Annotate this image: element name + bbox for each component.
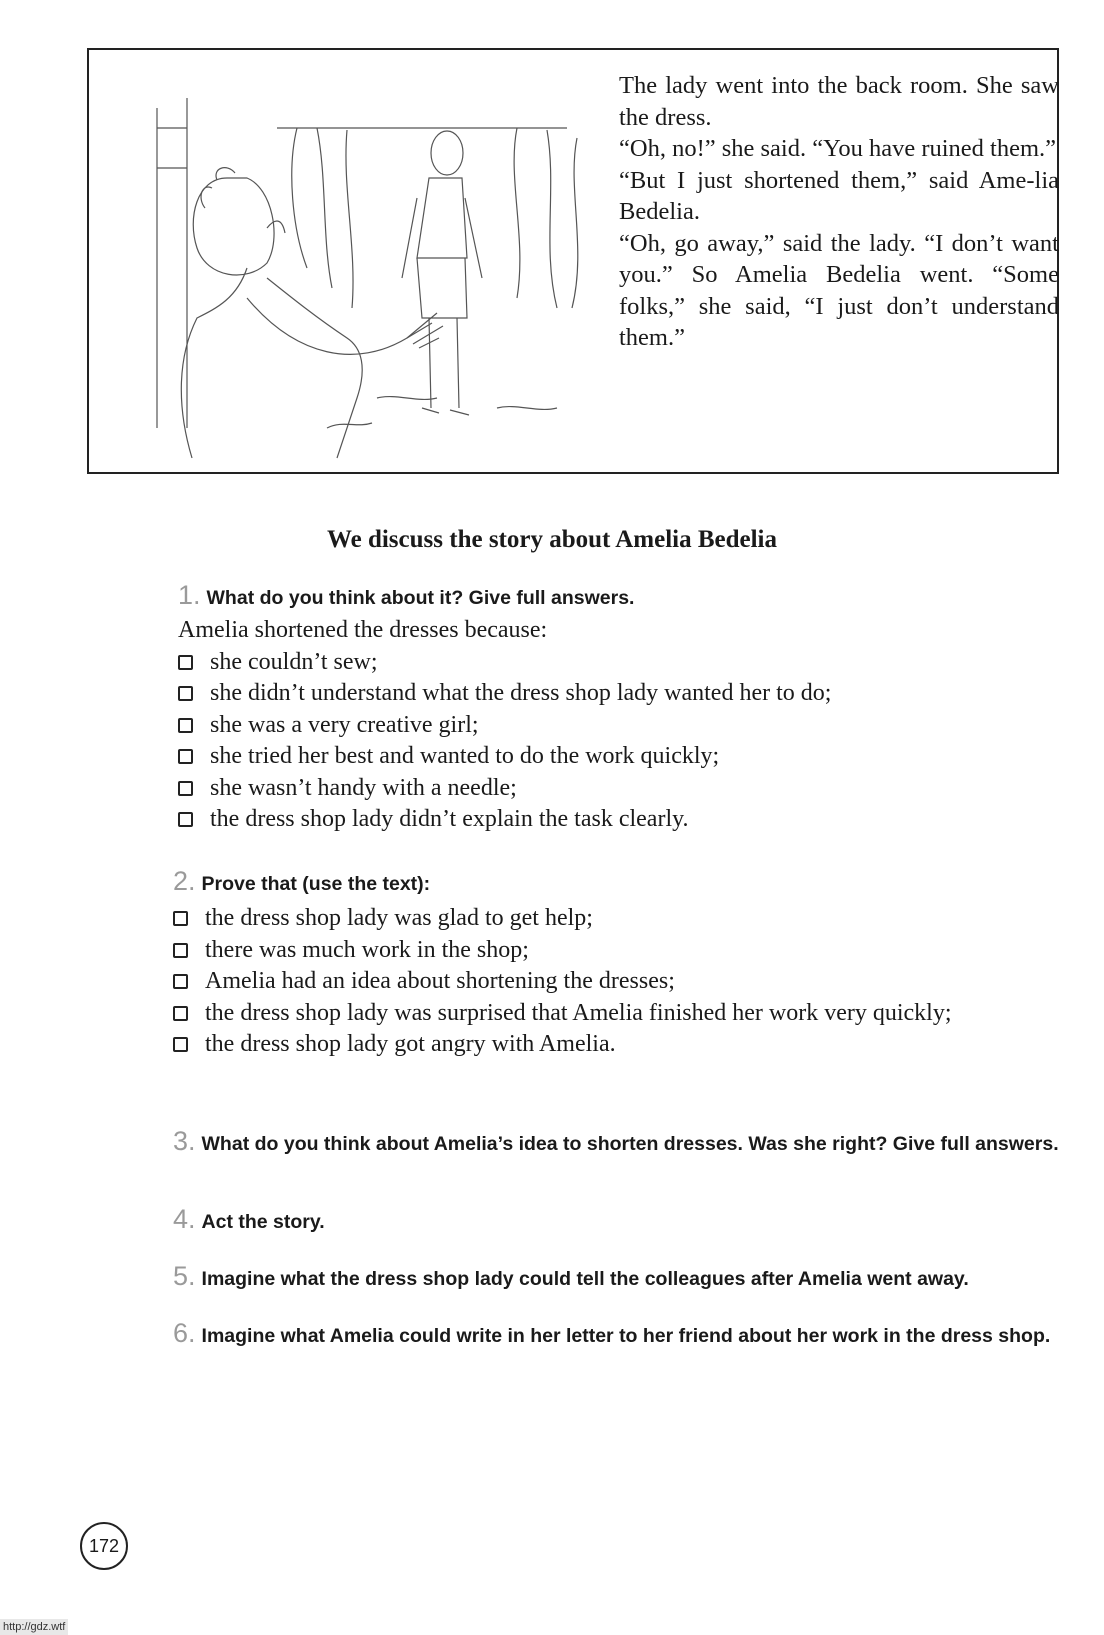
question-number: 5. (173, 1261, 196, 1291)
checkbox-icon[interactable] (178, 718, 193, 733)
question-text: Prove that (use the text): (201, 873, 431, 895)
story-illustration (117, 68, 669, 468)
checkbox-icon[interactable] (178, 749, 193, 764)
checkbox-label: she couldn’t sew; (210, 648, 378, 675)
checkbox-item[interactable] (178, 741, 1088, 773)
question-heading (173, 1320, 1088, 1349)
question-heading (173, 1263, 1093, 1292)
question-number: 2. (173, 866, 196, 896)
question-number: 3. (173, 1126, 196, 1156)
checkbox-label: the dress shop lady got angry with Amelia. (205, 1031, 616, 1057)
checkbox-icon[interactable] (173, 911, 188, 926)
checkbox-list (173, 903, 1083, 1061)
checkbox-item[interactable] (173, 998, 1083, 1030)
checkbox-item[interactable] (173, 1029, 1083, 1061)
question-text: Act the story. (201, 1211, 325, 1233)
checkbox-item[interactable] (173, 903, 1083, 935)
checkbox-item[interactable] (178, 678, 1088, 710)
question-5 (173, 1263, 1093, 1292)
checkbox-icon[interactable] (173, 1037, 188, 1052)
checkbox-label: she tried her best and wanted to do the work quickly; (210, 743, 720, 769)
question-heading (173, 1206, 1083, 1235)
checkbox-label: the dress shop lady was surprised that Amelia finished her work very quickly; (205, 999, 952, 1026)
checkbox-label: there was much work in the shop; (205, 936, 529, 963)
question-heading (178, 582, 1088, 611)
question-text: Imagine what Amelia could write in her letter to her friend about her work in the dress shop. (201, 1325, 1051, 1347)
question-text: What do you think about Amelia’s idea to shorten dresses. Was she right? Give full answers. (201, 1133, 1059, 1155)
checkbox-label: she was a very creative girl; (210, 711, 479, 738)
question-heading (173, 1128, 1088, 1157)
checkbox-label: she didn’t understand what the dress shop lady wanted her to do; (210, 680, 832, 706)
checkbox-list (178, 647, 1088, 836)
question-number: 6. (173, 1318, 196, 1348)
checkbox-label: the dress shop lady didn’t explain the task clearly. (210, 806, 689, 832)
story-text (619, 70, 1059, 354)
checkbox-icon[interactable] (173, 974, 188, 989)
checkbox-label: Amelia had an idea about shortening the dresses; (205, 968, 675, 994)
checkbox-icon[interactable] (173, 1006, 188, 1021)
question-number: 1. (178, 580, 201, 610)
checkbox-item[interactable] (178, 773, 1088, 805)
story-paragraph: The lady went into the back room. She saw the dress. (619, 72, 1059, 131)
checkbox-icon[interactable] (173, 943, 188, 958)
question-3 (173, 1128, 1088, 1157)
story-paragraph: “But I just shortened them,” said Ame-lia Bedelia. (619, 166, 1059, 225)
page-number: 172 (80, 1522, 128, 1570)
checkbox-label: she wasn’t handy with a needle; (210, 774, 517, 801)
story-paragraph: “Oh, go away,” said the lady. “I don’t want you.” So Amelia Bedelia went. “Some folks,” she said, “I just don’t understand them.” (619, 229, 1059, 351)
checkbox-icon[interactable] (178, 655, 193, 670)
checkbox-label: the dress shop lady was glad to get help; (205, 905, 593, 931)
checkbox-item[interactable] (178, 647, 1088, 679)
question-2 (173, 868, 1083, 1061)
question-number: 4. (173, 1204, 196, 1234)
checkbox-item[interactable] (178, 804, 1088, 836)
question-6 (173, 1320, 1088, 1349)
question-1 (178, 582, 1088, 836)
checkbox-icon[interactable] (178, 686, 193, 701)
checkbox-icon[interactable] (178, 781, 193, 796)
checkbox-item[interactable] (173, 935, 1083, 967)
question-text: Imagine what the dress shop lady could tell the colleagues after Amelia went away. (201, 1268, 969, 1290)
story-paragraph: “Oh, no!” she said. “You have ruined them.” (619, 135, 1057, 162)
question-heading (173, 868, 1083, 897)
question-intro: Amelia shortened the dresses because: (178, 617, 548, 643)
checkbox-icon[interactable] (178, 812, 193, 827)
question-4 (173, 1206, 1083, 1235)
story-frame (87, 48, 1059, 474)
watermark-link[interactable]: http://gdz.wtf (0, 1619, 68, 1635)
checkbox-item[interactable] (178, 710, 1088, 742)
question-text: What do you think about it? Give full answers. (206, 587, 635, 609)
checkbox-item[interactable] (173, 966, 1083, 998)
section-title: We discuss the story about Amelia Bedelia (326, 526, 777, 553)
